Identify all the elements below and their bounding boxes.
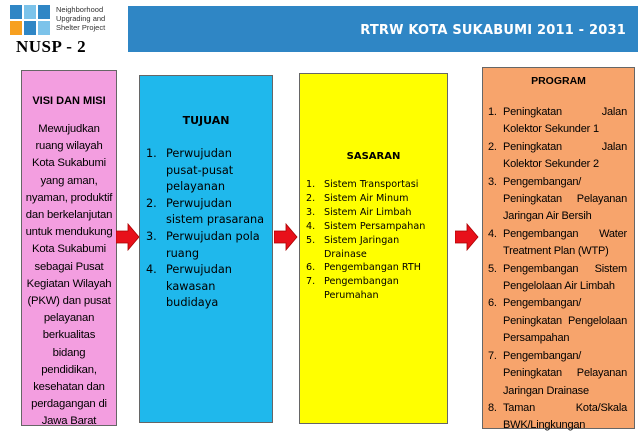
tujuan-box bbox=[139, 75, 273, 423]
item-number: 6. bbox=[306, 262, 316, 274]
item-text: Peningkatan Jalan Kolektor Sekunder 1 bbox=[503, 106, 627, 136]
visi-misi-text: Mewujudkan ruang wilayah Kota Sukabumi yang aman, nyaman, produktif dan berkelanjutan untuk mendukung Kota Sukabumi sebagai Pusat Kegiatan Wilayah (PKW) dan pusat pelayanan berkualitas bidang pendidikan, kesehatan dan perdagangan di Jawa Barat bbox=[25, 123, 113, 428]
header-bar bbox=[128, 6, 638, 52]
tujuan-item bbox=[146, 262, 270, 312]
item-text: Perwujudan sistem prasarana bbox=[166, 196, 265, 227]
tujuan-item bbox=[146, 196, 270, 229]
logo-line-2: Upgrading and bbox=[56, 14, 106, 23]
program-list bbox=[488, 104, 627, 435]
item-text: Sistem Jaringan Drainase bbox=[324, 234, 400, 260]
tujuan-list bbox=[146, 146, 270, 312]
program-item bbox=[488, 261, 627, 296]
sasaran-item bbox=[306, 220, 445, 234]
item-number: 3. bbox=[306, 206, 316, 218]
item-number: 3. bbox=[488, 175, 497, 188]
sasaran-item bbox=[306, 275, 445, 303]
item-text: Perwujudan pusat-pusat pelayanan bbox=[166, 147, 234, 194]
arrow-right-icon bbox=[116, 223, 140, 251]
sasaran-box bbox=[299, 73, 448, 424]
item-text: Sistem Transportasi bbox=[324, 179, 419, 190]
item-number: 3. bbox=[146, 229, 157, 243]
item-number: 1. bbox=[146, 147, 157, 160]
logo-grid-icon bbox=[10, 5, 50, 37]
arrow-right-icon bbox=[455, 223, 479, 251]
sasaran-item bbox=[306, 206, 445, 220]
item-text: Peningkatan Jalan Kolektor Sekunder 2 bbox=[503, 140, 627, 171]
item-number: 7. bbox=[306, 276, 316, 288]
item-text: Sistem Persampahan bbox=[324, 220, 426, 232]
sasaran-item bbox=[306, 234, 445, 262]
visi-misi-box bbox=[21, 70, 117, 426]
program-item bbox=[488, 400, 627, 435]
sasaran-item bbox=[306, 192, 445, 206]
program-item bbox=[488, 139, 627, 174]
program-item bbox=[488, 295, 627, 347]
arrow-right-icon bbox=[274, 223, 298, 251]
sasaran-list bbox=[306, 178, 445, 303]
logo-text bbox=[56, 5, 105, 32]
item-text: Sistem Air Limbah bbox=[324, 206, 412, 218]
tujuan-item bbox=[146, 146, 270, 196]
item-text: Pengembangan Perumahan bbox=[324, 276, 399, 302]
item-text: Perwujudan pola ruang bbox=[166, 229, 260, 260]
item-number: 4. bbox=[146, 263, 157, 277]
item-text: Perwujudan kawasan budidaya bbox=[166, 263, 232, 310]
sasaran-item bbox=[306, 178, 445, 192]
program-item bbox=[488, 174, 627, 226]
item-text: Pengembangan RTH bbox=[324, 262, 421, 274]
program-title: PROGRAM bbox=[531, 75, 586, 87]
item-text: Pengembangan Water Treatment Plan (WTP) bbox=[503, 227, 627, 258]
logo-line-1: Neighborhood bbox=[56, 5, 104, 14]
logo-name: NUSP - 2 bbox=[16, 37, 87, 56]
program-box bbox=[482, 67, 635, 432]
item-number: 1. bbox=[306, 179, 316, 190]
logo-line-3: Shelter Project bbox=[56, 23, 106, 32]
item-number: 2. bbox=[488, 140, 497, 153]
item-text: Pengembangan/ Peningkatan Pelayanan Jaringan Air Bersih bbox=[503, 175, 627, 223]
item-text: Taman Kota/Skala BWK/Lingkungan bbox=[503, 401, 627, 432]
item-number: 7. bbox=[488, 349, 497, 362]
item-number: 4. bbox=[306, 220, 316, 232]
item-number: 5. bbox=[306, 234, 316, 246]
item-text: Sistem Air Minum bbox=[324, 192, 409, 204]
page-title: RTRW KOTA SUKABUMI 2011 - 2031 bbox=[360, 23, 626, 38]
item-number: 2. bbox=[146, 196, 157, 210]
tujuan-title: TUJUAN bbox=[182, 114, 230, 127]
item-number: 1. bbox=[488, 106, 497, 118]
program-item bbox=[488, 348, 627, 400]
item-number: 8. bbox=[488, 401, 497, 414]
item-text: Pengembangan/ Peningkatan Pelayanan Jaringan Drainase bbox=[503, 349, 627, 397]
item-number: 2. bbox=[306, 192, 316, 204]
item-text: Pengembangan Sistem Pengelolaan Air Limbah bbox=[503, 262, 627, 293]
sasaran-item bbox=[306, 261, 445, 275]
visi-misi-title: VISI DAN MISI bbox=[32, 95, 106, 107]
item-number: 6. bbox=[488, 297, 497, 310]
sasaran-title: SASARAN bbox=[346, 151, 401, 162]
header bbox=[0, 0, 638, 56]
item-text: Pengembangan/ Peningkatan Pengelolaan Persampahan bbox=[503, 297, 627, 345]
program-item bbox=[488, 104, 627, 139]
tujuan-item bbox=[146, 229, 270, 262]
nusp-logo bbox=[6, 3, 124, 55]
item-number: 4. bbox=[488, 227, 497, 240]
item-number: 5. bbox=[488, 262, 497, 275]
program-item bbox=[488, 226, 627, 261]
